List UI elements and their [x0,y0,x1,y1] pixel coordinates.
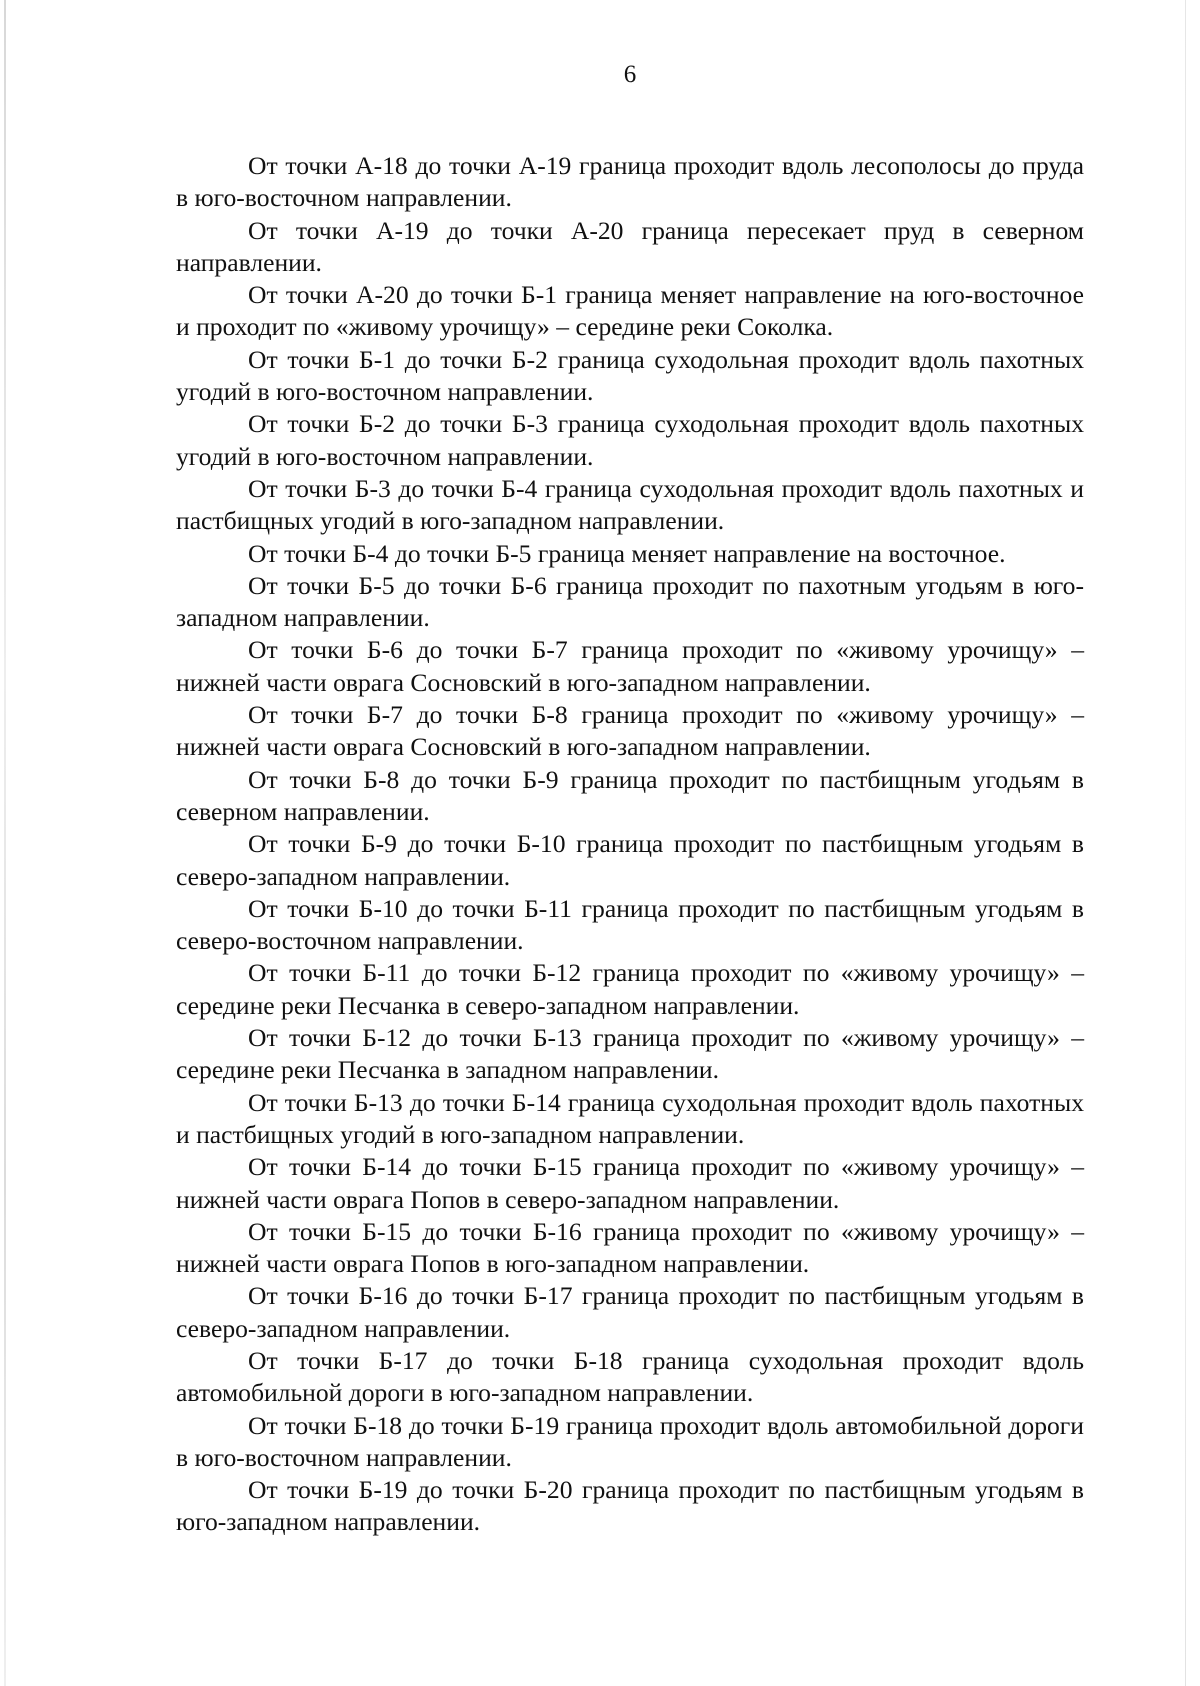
paragraph-b1-b2: От точки Б-1 до точки Б-2 граница суходольная проходит вдоль пахотных угодий в юго-восточном направлении. [176,344,1084,407]
paragraph-b2-b3: От точки Б-2 до точки Б-3 граница суходольная проходит вдоль пахотных угодий в юго-восточном направлении. [176,409,1084,471]
paragraph-b5-b6: От точки Б-5 до точки Б-6 граница проходит по пахотным угодьям в юго-западном направлении. [176,570,1084,633]
paragraph-b11-b12: От точки Б-11 до точки Б-12 граница проходит по «живому урочищу» – середине реки Песчанка в северо-западном направлении. [176,958,1084,1020]
paragraph-b14-b15: От точки Б-14 до точки Б-15 граница проходит по «живому урочищу» – нижней части оврага Попов в северо-западном направлении. [176,1152,1084,1214]
paragraph-b15-b16: От точки Б-15 до точки Б-16 граница проходит по «живому урочищу» – нижней части оврага Попов в юго-западном направлении. [176,1216,1084,1279]
paragraph-b7-b8: От точки Б-7 до точки Б-8 граница проходит по «живому урочищу» – нижней части оврага Сосновский в юго-западном направлении. [176,700,1084,762]
scan-edge-right [1185,0,1186,1686]
document-body [176,150,1084,1539]
paragraph-b19-b20: От точки Б-19 до точки Б-20 граница проходит по пастбищным угодьям в юго-западном направлении. [176,1475,1084,1537]
paragraph-a20-b1: От точки А-20 до точки Б-1 граница меняет направление на юго-восточное и проходит по «живому урочищу» – середине реки Соколка. [176,280,1084,342]
paragraph-b12-b13: От точки Б-12 до точки Б-13 граница проходит по «живому урочищу» – середине реки Песчанка в западном направлении. [176,1023,1084,1085]
paragraph-a18-a19: От точки А-18 до точки А-19 граница проходит вдоль лесополосы до пруда в юго-восточном направлении. [176,151,1084,213]
page-number: 6 [623,61,637,88]
paragraph-b17-b18: От точки Б-17 до точки Б-18 граница суходольная проходит вдоль автомобильной дороги в юго-западном направлении. [176,1345,1084,1408]
paragraph-b13-b14: От точки Б-13 до точки Б-14 граница суходольная проходит вдоль пахотных и пастбищных угодий в юго-западном направлении. [176,1087,1084,1149]
paragraph-b3-b4: От точки Б-3 до точки Б-4 граница суходольная проходит вдоль пахотных и пастбищных угодий в юго-западном направлении. [176,473,1084,536]
paragraph-b10-b11: От точки Б-10 до точки Б-11 граница проходит по пастбищным угодьям в северо-восточном направлении. [176,893,1084,956]
paragraph-b9-b10: От точки Б-9 до точки Б-10 граница проходит по пастбищным угодьям в северо-западном направлении. [176,829,1084,891]
paragraph-b18-b19: От точки Б-18 до точки Б-19 граница проходит вдоль автомобильной дороги в юго-восточном направлении. [176,1410,1084,1472]
paragraph-b16-b17: От точки Б-16 до точки Б-17 граница проходит по пастбищным угодьям в северо-западном направлении. [176,1281,1084,1343]
scan-edge-left [4,0,6,1686]
paragraph-b8-b9: От точки Б-8 до точки Б-9 граница проходит по пастбищным угодьям в северном направлении. [176,764,1084,826]
paragraph-b6-b7: От точки Б-6 до точки Б-7 граница проходит по «живому урочищу» – нижней части оврага Сосновский в юго-западном направлении. [176,635,1084,697]
paragraph-a19-a20: От точки А-19 до точки А-20 граница пересекает пруд в северном направлении. [176,215,1084,277]
paragraph-b4-b5: От точки Б-4 до точки Б-5 граница меняет направление на восточное. [248,538,1006,568]
